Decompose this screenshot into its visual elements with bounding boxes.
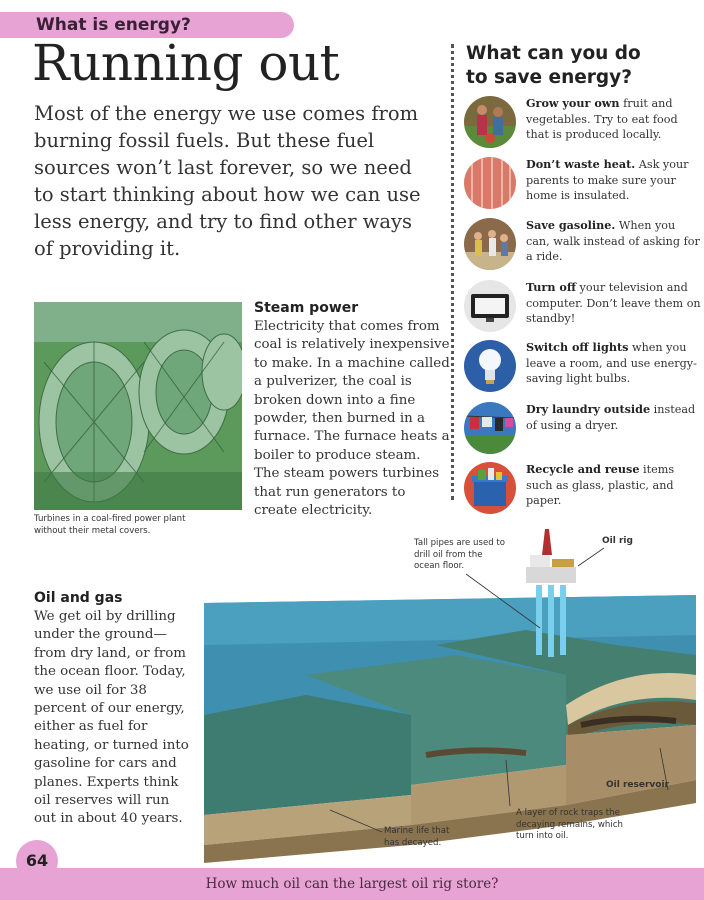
tips-heading-line2: to save energy?: [466, 67, 632, 88]
label-pipes-line1: Tall pipes are used to: [414, 538, 506, 548]
tip-text: your television and computer. Don’t leave them on standby!: [526, 281, 701, 325]
tip-text: Ask your parents to make sure your home is insulated.: [526, 158, 689, 202]
label-marine-line1: Marine life that: [384, 826, 450, 836]
steam-body: Electricity that comes from coal is relatively inexpensive to make. In a machine called a pulverizer, the coal is broken down into a fine powder, then burned in a furnace. The furnace heats a boiler to produce steam. The steam powers turbines that run generators to create electricity.: [254, 319, 450, 519]
tip-text: items such as glass, plastic, and paper.: [526, 463, 675, 507]
intro-paragraph: Most of the energy we use comes from burning fossil fuels. But these fuel sources won’t last forever, so we need to start thinking about how we can use less energy, and try to find other ways of providing it.: [34, 102, 421, 260]
section-label: What is energy?: [36, 15, 191, 35]
turbine-caption-line1: Turbines in a coal-fired power plant: [34, 514, 186, 524]
turbine-caption-line2: without their metal covers.: [34, 525, 151, 536]
tip-text: instead of using a dryer.: [526, 403, 696, 432]
tip-text: fruit and vegetables. Try to eat food that is produced locally.: [526, 97, 678, 141]
tip-bold: Switch off lights: [526, 340, 629, 354]
tip-bold: Turn off: [526, 280, 576, 294]
label-marine-line2: has decayed.: [384, 837, 442, 848]
label-pipes-line3: ocean floor.: [414, 561, 465, 571]
steam-heading: Steam power: [254, 300, 359, 316]
label-oil-reservoir: Oil reservoir: [606, 780, 669, 790]
label-rock-line3: turn into oil.: [516, 831, 569, 841]
oil-heading: Oil and gas: [34, 590, 123, 606]
label-rock-line1: A layer of rock traps the: [516, 808, 620, 818]
label-pipes-line2: drill oil from the: [414, 549, 483, 560]
tip-bold: Don’t waste heat.: [526, 157, 636, 171]
footer-question: How much oil can the largest oil rig store?: [205, 876, 499, 892]
oil-body: We get oil by drilling under the ground—from dry land, or from the ocean floor. Today, we use oil for 38 percent of our energy, either as fuel for heating, or turned into gasoline for cars and planes. Experts think oil reserves will run out in about 40 years.: [34, 609, 189, 827]
tips-heading-line1: What can you do: [466, 43, 641, 64]
tip-text: when you leave a room, and use energy-saving light bulbs.: [526, 341, 697, 385]
label-rock-line2: decaying remains, which: [516, 819, 623, 830]
page-number: 64: [16, 840, 58, 882]
tip-bold: Recycle and reuse: [526, 462, 640, 476]
tip-bold: Grow your own: [526, 96, 620, 110]
tip-bold: Dry laundry outside: [526, 402, 651, 416]
tip-bold: Save gasoline.: [526, 218, 616, 232]
label-oil-rig: Oil rig: [602, 536, 633, 546]
page-title: Running out: [32, 34, 340, 92]
tip-text: When you can, walk instead of asking for a ride.: [526, 219, 700, 263]
